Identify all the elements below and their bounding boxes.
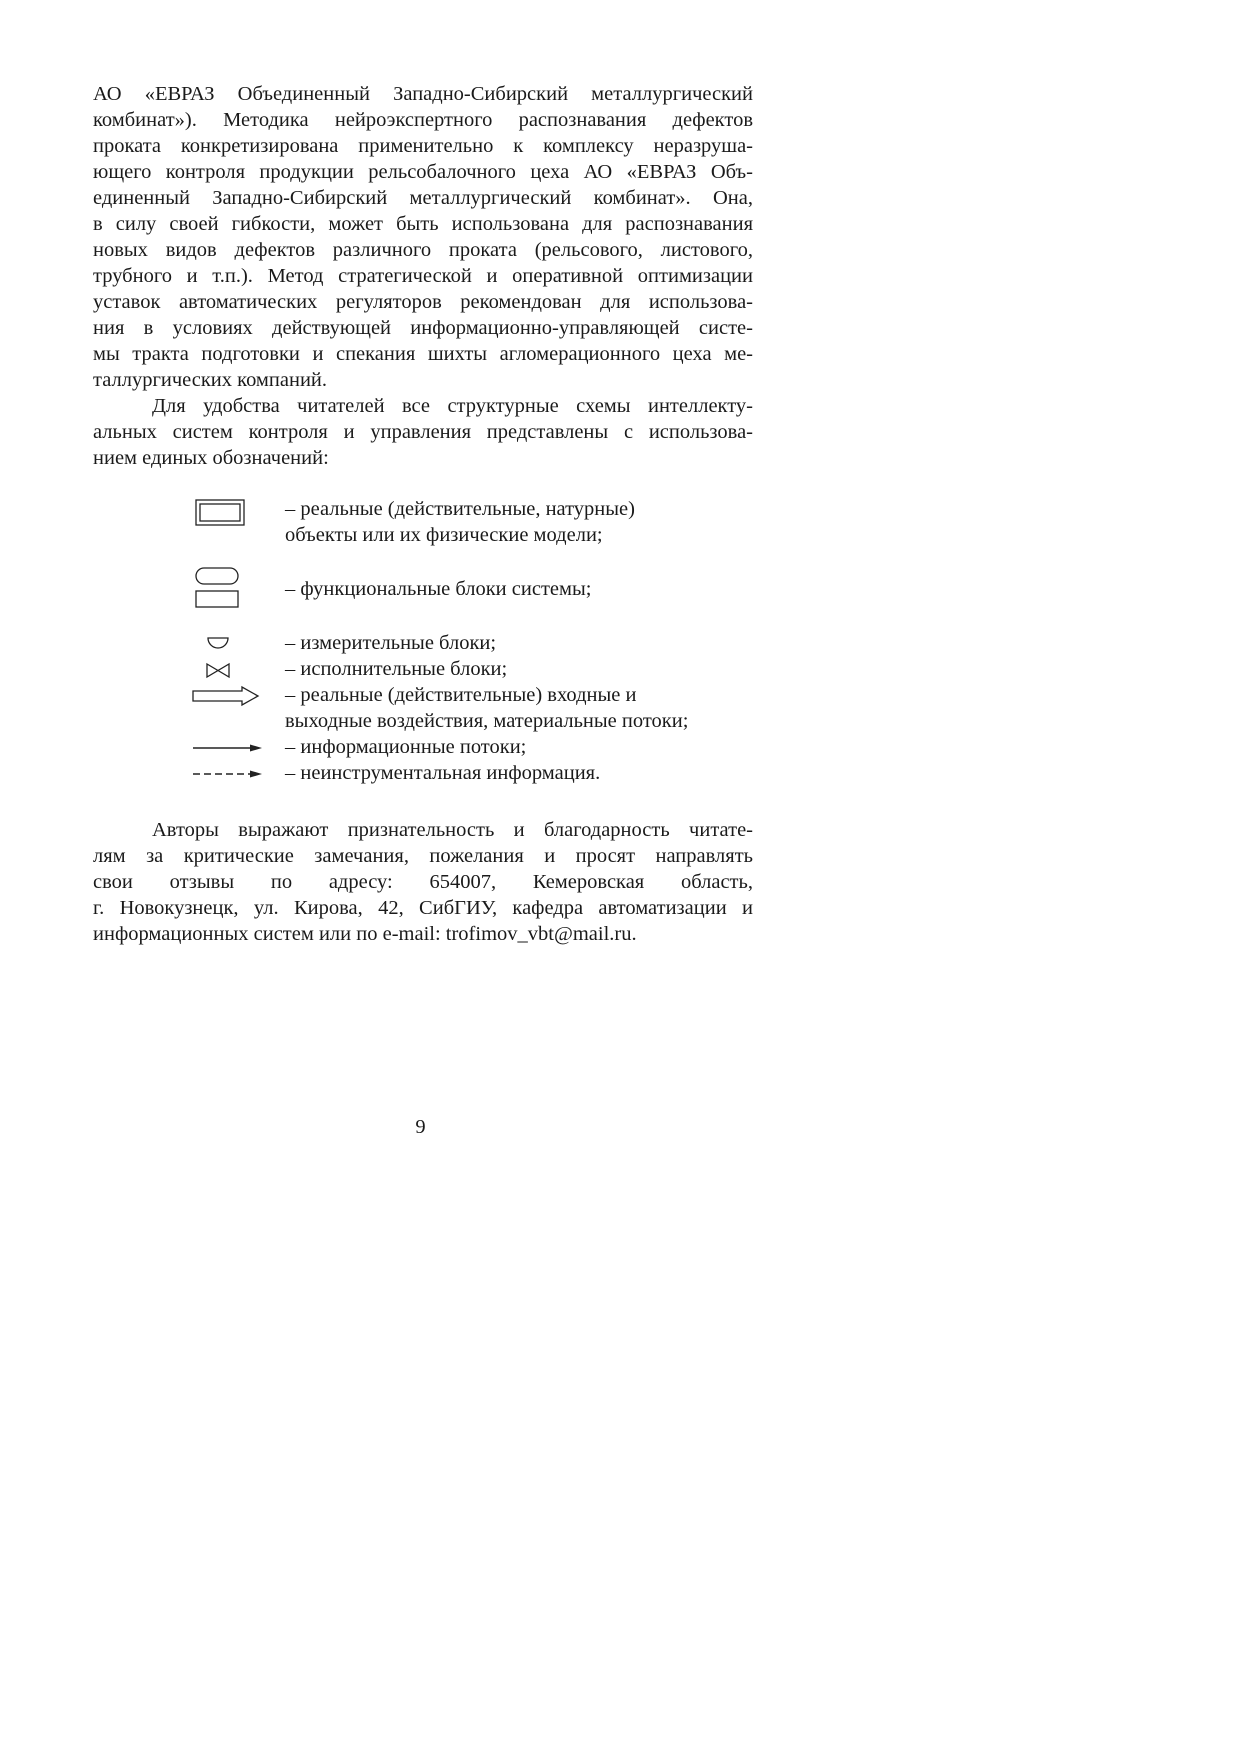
text-line: уставок автоматических регуляторов рекомендован для использова- — [93, 291, 753, 313]
legend-line: – измерительные блоки; — [285, 632, 497, 654]
paragraph-1 — [93, 81, 753, 393]
text-line: в силу своей гибкости, может быть использована для распознавания — [93, 213, 753, 235]
legend-line: объекты или их физические модели; — [285, 524, 603, 546]
double-rectangle-icon — [190, 498, 250, 528]
legend-line: – информационные потоки; — [285, 736, 527, 758]
legend-text — [285, 630, 496, 656]
legend-text — [285, 656, 507, 682]
paragraph-2 — [93, 393, 753, 471]
legend-text — [285, 496, 635, 548]
text-line: комбинат»). Методика нейроэкспертного распознавания дефектов — [93, 109, 753, 131]
text-line: г. Новокузнецк, ул. Кирова, 42, СибГИУ, кафедра автоматизации и — [93, 897, 753, 919]
paragraph-3 — [93, 817, 753, 947]
legend-line: – реальные (действительные, натурные) — [285, 498, 635, 520]
hollow-arrow-icon — [190, 685, 265, 707]
text-line: свои отзывы по адресу: 654007, Кемеровская область, — [93, 871, 753, 893]
half-circle-icon — [190, 634, 250, 656]
legend-text — [285, 734, 526, 760]
text-line: нием единых обозначений: — [93, 447, 329, 469]
text-line: мы тракта подготовки и спекания шихты агломерационного цеха ме- — [93, 343, 753, 365]
text-line: единенный Западно-Сибирский металлургический комбинат». Она, — [93, 187, 753, 209]
text-line: Авторы выражают признательность и благодарность читате- — [152, 819, 753, 841]
legend-line: – исполнительные блоки; — [285, 658, 508, 680]
legend-text — [285, 760, 600, 786]
legend-line: – реальные (действительные) входные и — [285, 684, 637, 706]
dashed-arrow-icon — [190, 767, 270, 781]
bowtie-valve-icon — [190, 660, 250, 682]
legend-line: выходные воздействия, материальные потоки; — [285, 710, 689, 732]
text-line: новых видов дефектов различного проката (рельсового, листового, — [93, 239, 753, 261]
legend-line: – функциональные блоки системы; — [285, 578, 592, 600]
text-line: АО «ЕВРАЗ Объединенный Западно-Сибирский металлургический — [93, 83, 753, 105]
text-line: Для удобства читателей все структурные схемы интеллекту- — [152, 395, 753, 417]
solid-arrow-icon — [190, 741, 270, 755]
text-line: проката конкретизирована применительно к комплексу неразруша- — [93, 135, 753, 157]
legend-line: – неинструментальная информация. — [285, 762, 601, 784]
text-line: лям за критические замечания, пожелания и просят направлять — [93, 845, 753, 867]
functional-block-icon — [190, 566, 250, 610]
text-line: ния в условиях действующей информационно-управляющей систе- — [93, 317, 753, 339]
text-line: трубного и т.п.). Метод стратегической и оперативной оптимизации — [93, 265, 753, 287]
text-line: таллургических компаний. — [93, 369, 328, 391]
legend-text — [285, 682, 688, 734]
text-line: информационных систем или по e-mail: trofimov_vbt@mail.ru. — [93, 923, 637, 945]
legend-text — [285, 576, 591, 602]
page-number: 9 — [415, 1116, 426, 1138]
text-line: альных систем контроля и управления представлены с использова- — [93, 421, 753, 443]
text-line: ющего контроля продукции рельсобалочного цеха АО «ЕВРАЗ Объ- — [93, 161, 753, 183]
